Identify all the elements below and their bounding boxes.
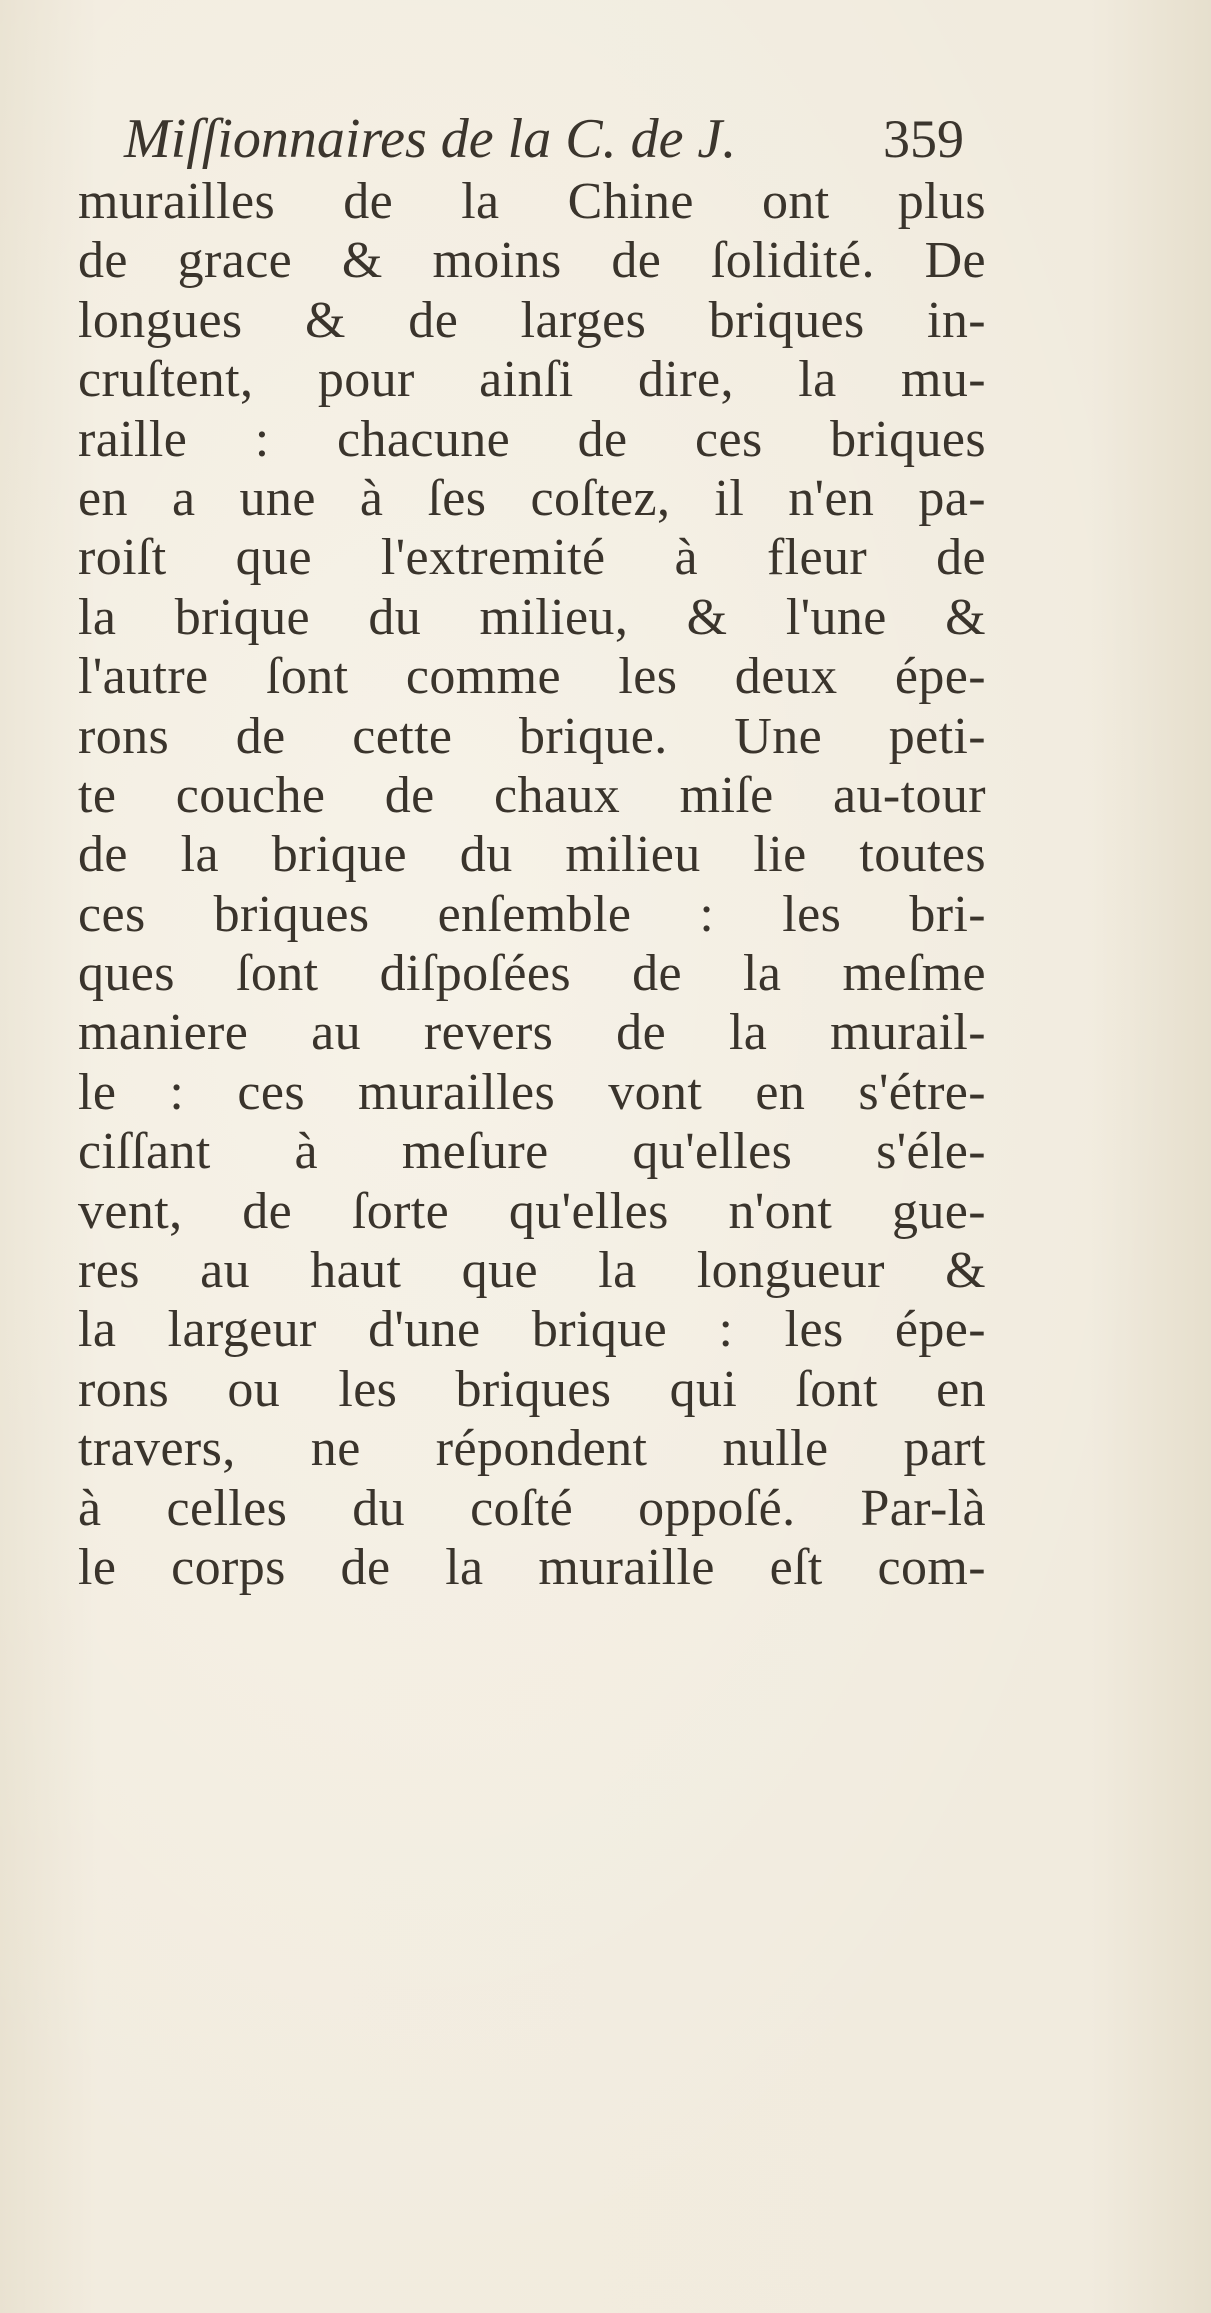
text-line: le : ces murailles vont en s'étre- [78, 1063, 986, 1121]
text-line: en a une à ſes coſtez, il n'en pa- [78, 469, 986, 527]
text-line: res au haut que la longueur & [78, 1242, 986, 1300]
text-line: ques ſont diſpoſées de la meſme [78, 945, 986, 1003]
text-line: la brique du milieu, & l'une & [78, 588, 986, 646]
text-line: de la brique du milieu lie toutes [78, 826, 986, 884]
text-line: à celles du coſté oppoſé. Par-là [78, 1479, 986, 1537]
text-line: rons ou les briques qui ſont en [78, 1360, 986, 1418]
text-line: le corps de la muraille eſt com- [78, 1538, 986, 1596]
text-line: ciſſant à meſure qu'elles s'éle- [78, 1123, 986, 1181]
body-text [78, 172, 986, 1597]
text-line: rons de cette brique. Une peti- [78, 707, 986, 765]
text-line: l'autre ſont comme les deux épe- [78, 648, 986, 706]
text-line: raille : chacune de ces briques [78, 410, 986, 468]
page-header [124, 104, 984, 174]
text-line: vent, de ſorte qu'elles n'ont gue- [78, 1182, 986, 1240]
text-line: roiſt que l'extremité à fleur de [78, 529, 986, 587]
text-line: travers, ne répondent nulle part [78, 1420, 986, 1478]
text-line: ces briques enſemble : les bri- [78, 885, 986, 943]
text-line: murailles de la Chine ont plus [78, 173, 986, 230]
text-line: te couche de chaux miſe au-tour [78, 766, 986, 824]
text-line: cruſtent, pour ainſi dire, la mu- [78, 351, 986, 409]
text-line: maniere au revers de la murail- [78, 1004, 986, 1062]
running-title: Miſſionnaires de la C. de J. [124, 108, 737, 170]
page-number: 359 [883, 109, 964, 169]
text-line: de grace & moins de ſolidité. De [78, 232, 986, 290]
text-line: longues & de larges briques in- [78, 291, 986, 349]
text-line: la largeur d'une brique : les épe- [78, 1301, 986, 1359]
